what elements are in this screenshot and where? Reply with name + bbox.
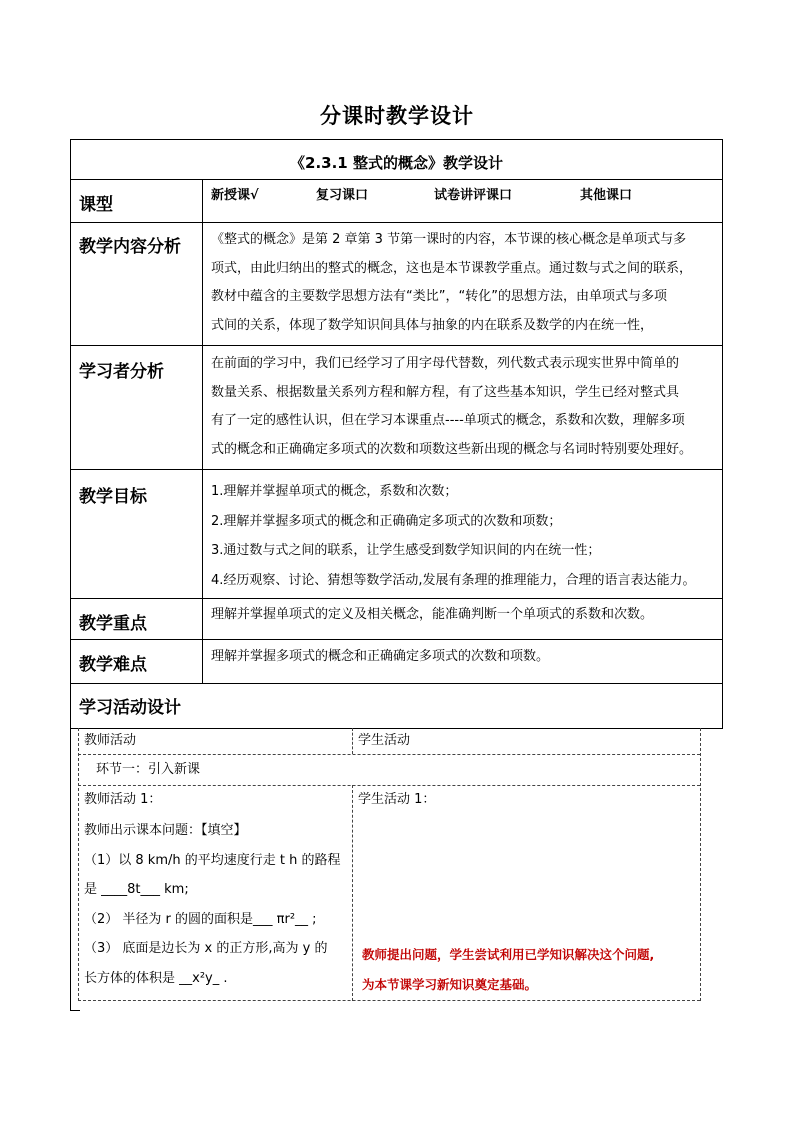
teacher-activity-title: 教师活动 1： (84, 792, 162, 807)
row-divider (70, 345, 723, 346)
teacher-activity-content (84, 816, 349, 993)
goal-item: 2.理解并掌握多项式的概念和正确确定多项式的次数和项数； (211, 513, 562, 529)
content-analysis-text (211, 226, 725, 340)
key-point-label: 教学重点 (79, 614, 147, 634)
text-line: 有了一定的感性认识，但在学习本课重点----单项式的概念，系数和次数，理解多项 (211, 413, 685, 428)
goal-item: 4.经历观察、讨论、猜想等数学活动,发展有条理的推理能力，合理的语言表达能力。 (211, 572, 696, 588)
difficulty-label: 教学难点 (79, 655, 147, 675)
text-line: 数量关系、根据数量关系列方程和解方程，有了这些基本知识，学生已经对整式具 (211, 384, 680, 400)
text-line: （3） 底面是边长为 x 的正方形,高为 y 的 (84, 941, 328, 956)
label-column-divider (202, 179, 203, 683)
text-line: 《整式的概念》是第 2 章第 3 节第一课时的内容，本节课的核心概念是单项式与多 (211, 232, 687, 247)
text-line: 教材中蕴含的主要数学思想方法有“类比”，“转化”的思想方法，由单项式与多项 (211, 289, 667, 304)
lesson-type-label: 课型 (79, 195, 113, 215)
text-line: 教师出示课本问题：【填空】 (84, 823, 247, 838)
subtable-border (78, 728, 79, 1001)
student-activity-title: 学生活动 1： (358, 792, 436, 807)
goals-text (211, 477, 725, 595)
activity-design-label: 学习活动设计 (79, 698, 181, 718)
row-divider (70, 683, 723, 684)
row-divider (70, 639, 723, 640)
table-left-border (70, 139, 71, 1011)
section-title: 环节一：引入新课 (96, 762, 201, 777)
subtable-border (352, 785, 353, 1001)
table-bottom-border (70, 1010, 80, 1011)
page-title: 分课时教学设计 (320, 104, 474, 128)
subtable-border (352, 728, 353, 754)
text-line: 教师提出问题，学生尝试利用已学知识解决这个问题, (362, 947, 655, 962)
lesson-type-option: 复习课口 (316, 188, 369, 203)
text-line: 式间的关系，体现了数学知识间具体与抽象的内在联系及数学的内在统一性， (211, 317, 654, 333)
goal-item: 3.通过数与式之间的联系，让学生感受到数学知识间的内在统一性； (211, 543, 601, 558)
text-line: 长方体的体积是 __x²y_ . (84, 970, 228, 986)
text-line: 是 ____8t___ km; (84, 882, 189, 897)
lesson-title: 《2.3.1 整式的概念》教学设计 (290, 154, 503, 172)
key-point-text: 理解并掌握单项式的定义及相关概念，能准确判断一个单项式的系数和次数。 (211, 607, 654, 622)
teacher-activity-header: 教师活动 (84, 733, 137, 748)
lesson-type-option: 新授课√ (211, 188, 259, 203)
lesson-type-option: 其他课口 (580, 188, 633, 203)
text-line: （1）以 8 km/h 的平均速度行走 t h 的路程 (84, 852, 341, 868)
text-line: 式的概念和正确确定多项式的次数和项数这些新出现的概念与名词时特别要处理好。 (211, 441, 693, 457)
subtable-border (700, 728, 701, 1001)
student-activity-header: 学生活动 (358, 733, 411, 748)
learner-analysis-label: 学习者分析 (79, 362, 164, 382)
goal-item: 1.理解并掌握单项式的概念，系数和次数； (211, 484, 458, 499)
content-analysis-label: 教学内容分析 (79, 237, 181, 257)
text-line: 项式，由此归纳出的整式的概念，这也是本节课教学重点。通过数与式之间的联系， (211, 260, 693, 276)
row-divider (70, 598, 723, 599)
goals-label: 教学目标 (79, 487, 147, 507)
learner-analysis-text (211, 350, 725, 464)
row-divider (70, 179, 723, 180)
row-divider (70, 222, 723, 223)
text-line: （2） 半径为 r 的圆的面积是___ πr²__ ; (84, 911, 317, 927)
table-top-border (70, 139, 723, 140)
row-divider (70, 469, 723, 470)
student-activity-note (362, 940, 698, 999)
text-line: 为本节课学习新知识奠定基础。 (362, 976, 538, 992)
subtable-border (78, 1000, 700, 1001)
lesson-type-option: 试卷讲评课口 (434, 188, 513, 203)
text-line: 在前面的学习中，我们已经学习了用字母代替数，列代数式表示现实世界中简单的 (211, 356, 680, 371)
difficulty-text: 理解并掌握多项式的概念和正确确定多项式的次数和项数。 (211, 649, 550, 664)
